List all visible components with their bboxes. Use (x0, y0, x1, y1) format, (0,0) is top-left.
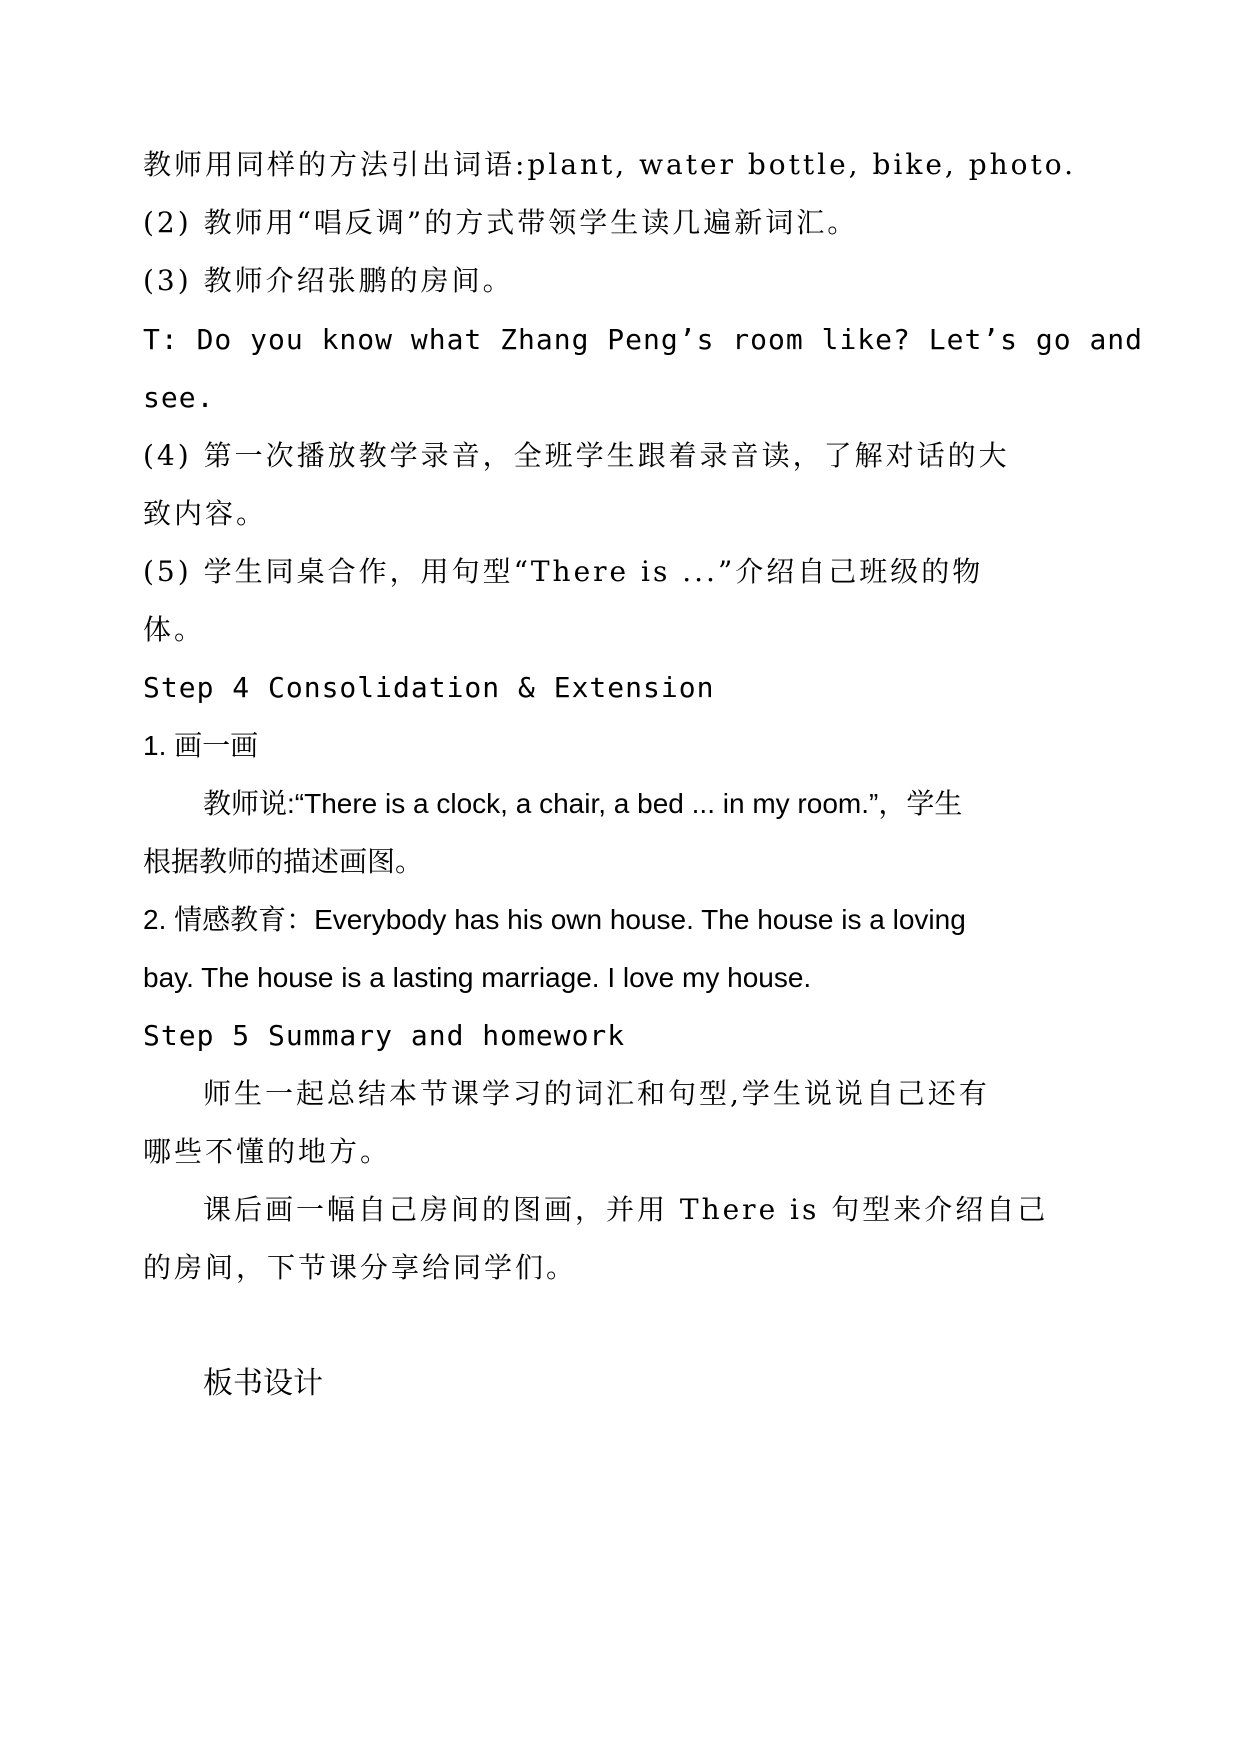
paragraph-line-1: 教师用同样的方法引出词语:plant, water bottle, bike, photo. (143, 148, 1077, 181)
board-design-heading: 板书设计 (203, 1366, 323, 1401)
paragraph-line-10: 1. 画一画 (143, 730, 259, 761)
paragraph-line-4: T: Do you know what Zhang Peng’s room like? Let’s go and (143, 323, 1144, 356)
paragraph-line-6: (4) 第一次播放教学录音，全班学生跟着录音读，了解对话的大 (143, 439, 1010, 472)
paragraph-line-17: 课后画一幅自己房间的图画，并用 There is 句型来介绍自己 (203, 1193, 1049, 1226)
paragraph-line-12: 根据教师的描述画图。 (143, 846, 424, 877)
paragraph-line-9: 体。 (143, 613, 206, 646)
paragraph-line-11: 教师说:“There is a clock, a chair, a bed ... in my room.”，学生 (203, 788, 963, 819)
section-heading-step-5: Step 5 Summary and homework (143, 1019, 626, 1052)
paragraph-line-14: bay. The house is a lasting marriage. I love my house. (143, 962, 812, 993)
paragraph-line-15: 师生一起总结本节课学习的词汇和句型,学生说说自己还有 (203, 1077, 990, 1110)
paragraph-line-13: 2. 情感教育：Everybody has his own house. The house is a loving (143, 904, 966, 935)
section-heading-step-4: Step 4 Consolidation & Extension (143, 671, 715, 704)
paragraph-line-16: 哪些不懂的地方。 (143, 1135, 392, 1168)
paragraph-line-8: (5) 学生同桌合作，用句型“There is ...”介绍自己班级的物 (143, 555, 984, 588)
paragraph-line-3: (3) 教师介绍张鹏的房间。 (143, 264, 514, 297)
paragraph-line-7: 致内容。 (143, 497, 268, 530)
paragraph-line-5: see. (143, 381, 215, 414)
paragraph-line-18: 的房间，下节课分享给同学们。 (143, 1251, 578, 1284)
paragraph-line-2: (2) 教师用“唱反调”的方式带领学生读几遍新词汇。 (143, 206, 859, 239)
